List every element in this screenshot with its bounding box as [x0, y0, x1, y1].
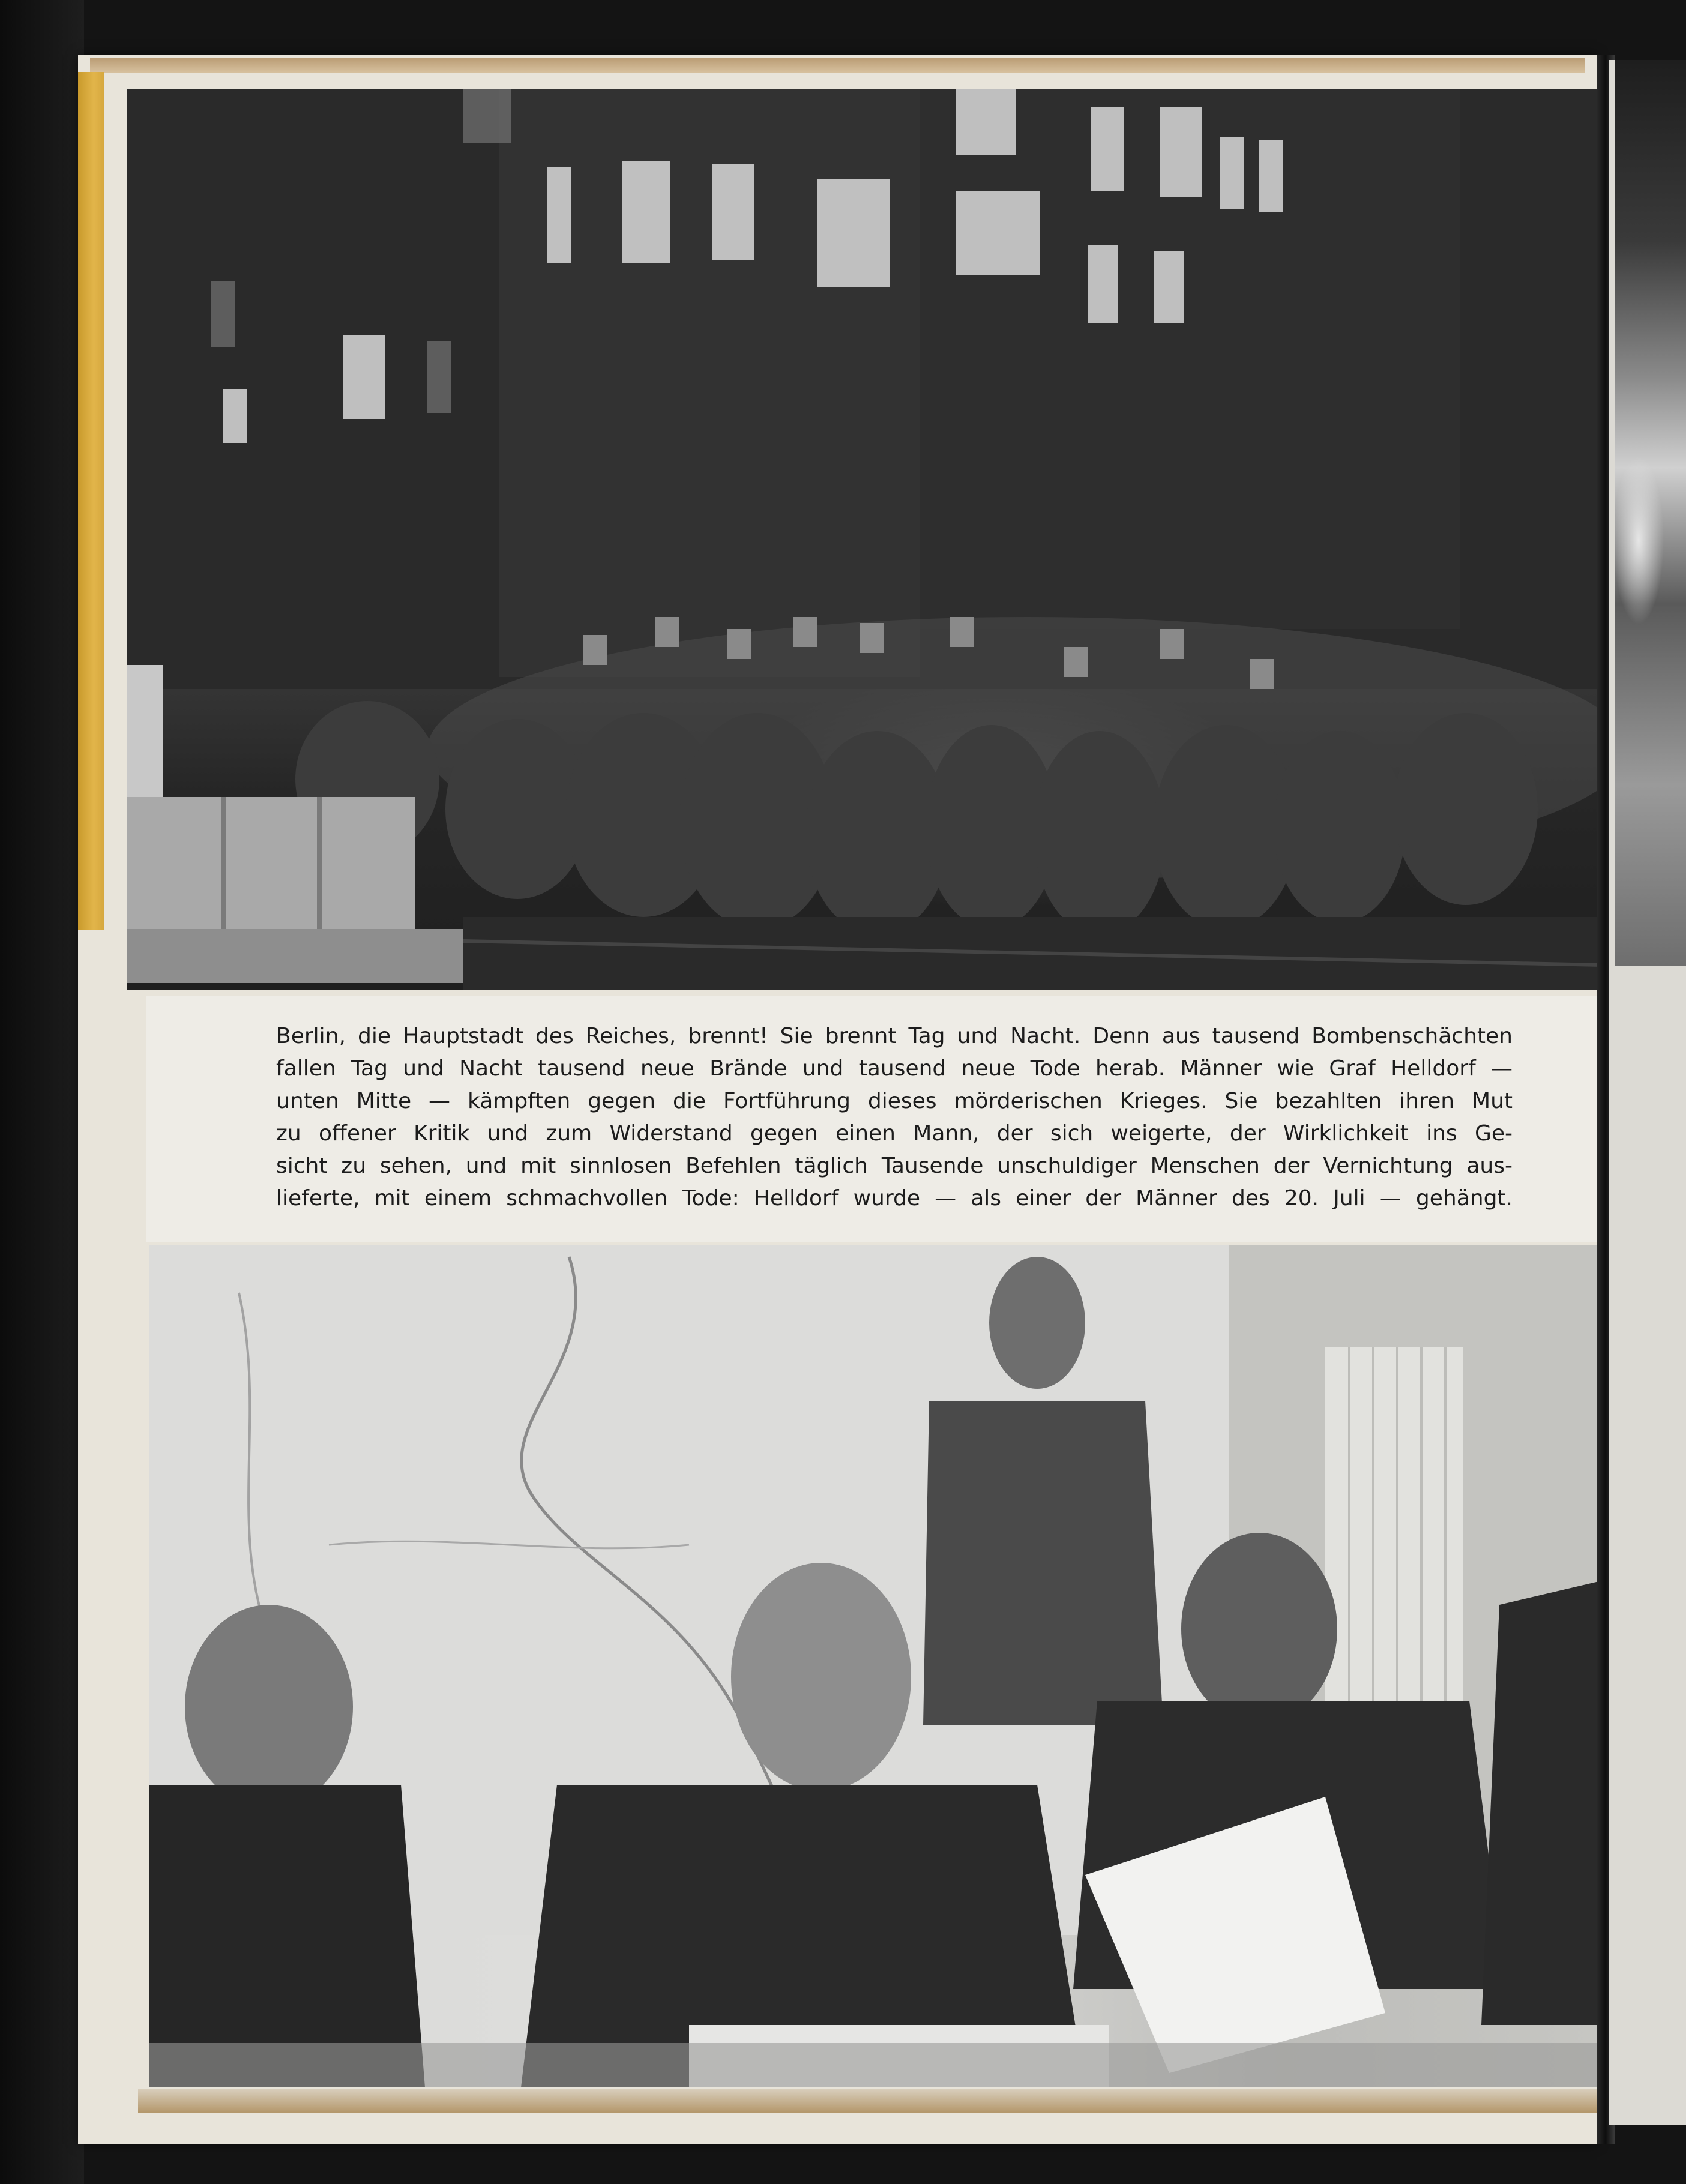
caption-line-2: fallen Tag und Nacht tausend neue Brände und tausend neue Tode herab. Männer wie Graf Helldorf —: [276, 1056, 1513, 1081]
caption-line-4: zu offener Kritik und zum Widerstand gegen einen Mann, der sich weigerte, der Wirklichkeit ins Ge-: [276, 1121, 1513, 1146]
photo-burning-berlin-illustration: [127, 89, 1601, 990]
cover-top-edge: [90, 58, 1585, 73]
next-page-photo: [1615, 60, 1686, 966]
photo-officers-at-desk: [149, 1245, 1601, 2087]
caption-line-6: lieferte, mit einem schmachvollen Tode: Helldorf wurde — als einer der Männer des 20. Juli — gehängt.: [276, 1186, 1513, 1211]
caption-line-5: sicht zu sehen, und mit sinnlosen Befehlen täglich Tausende unschuldiger Menschen der Vernichtung aus-: [276, 1154, 1513, 1178]
cover-bottom-edge: [138, 2089, 1609, 2113]
caption-text: [276, 1020, 1513, 1215]
scan-background: [0, 0, 84, 2184]
photo-officers-at-desk-illustration: [149, 1245, 1601, 2087]
cover-yellow-strip: [78, 72, 104, 930]
photo-burning-berlin: [127, 89, 1601, 990]
caption-line-3: unten Mitte — kämpften gegen die Fortführung dieses mörderischen Krieges. Sie bezahlten ihren Mut: [276, 1089, 1513, 1113]
caption-line-1: Berlin, die Hauptstadt des Reiches, brennt! Sie brennt Tag und Nacht. Denn aus tausend Bombenschächten: [276, 1024, 1513, 1048]
